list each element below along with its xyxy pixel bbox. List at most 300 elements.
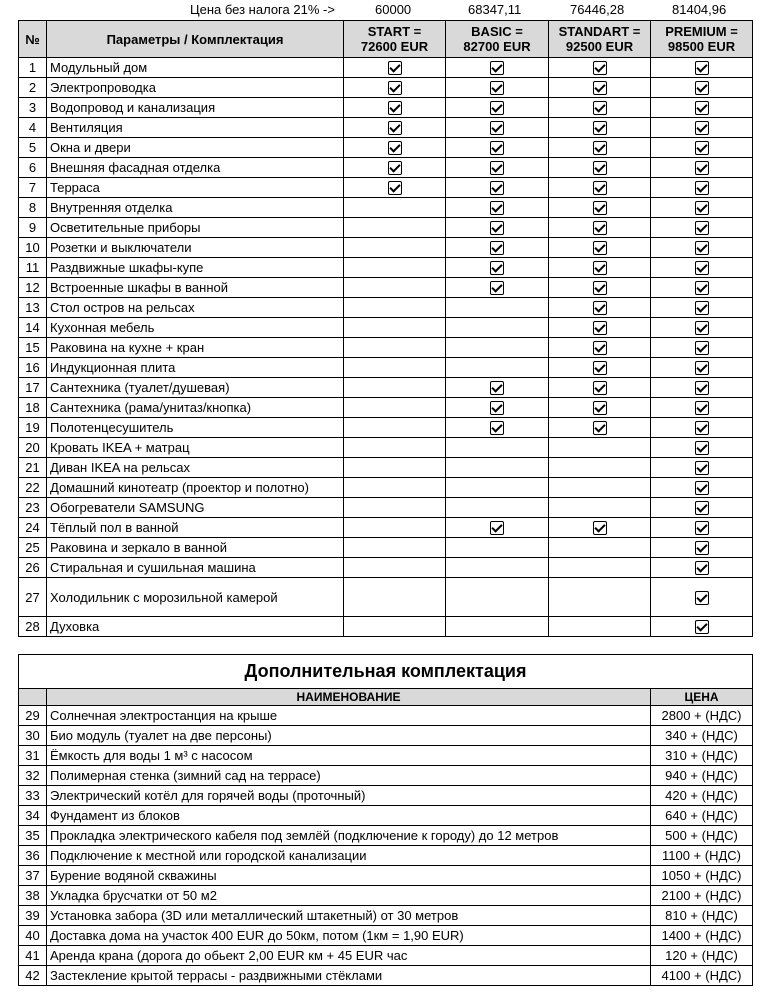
table-row: [19, 58, 753, 78]
cell-basic: [446, 158, 549, 178]
cell-start: [344, 498, 446, 518]
table-row: [19, 318, 753, 338]
table-row: [19, 518, 753, 538]
checkbox-checked-icon[interactable]: [695, 481, 709, 495]
cell-premium: [651, 617, 753, 637]
row-number: 7: [19, 178, 47, 198]
extra-row-name: Фундамент из блоков: [47, 806, 651, 826]
row-parameter-name: Стиральная и сушильная машина: [47, 558, 344, 578]
extra-num-header: [19, 689, 47, 706]
checkbox-checked-icon[interactable]: [695, 521, 709, 535]
table-row: [19, 786, 753, 806]
checkbox-checked-icon[interactable]: [593, 341, 607, 355]
cell-premium: [651, 118, 753, 138]
cell-start: [344, 458, 446, 478]
checkbox-checked-icon[interactable]: [490, 161, 504, 175]
checkbox-checked-icon[interactable]: [388, 101, 402, 115]
extra-options-body: [19, 655, 753, 986]
checkbox-checked-icon[interactable]: [490, 221, 504, 235]
checkbox-checked-icon[interactable]: [388, 121, 402, 135]
row-parameter-name: Вентиляция: [47, 118, 344, 138]
row-parameter-name: Домашний кинотеатр (проектор и полотно): [47, 478, 344, 498]
extra-row-price: 640 + (НДС): [651, 806, 753, 826]
cell-standart: [549, 218, 651, 238]
checkbox-checked-icon[interactable]: [388, 61, 402, 75]
cell-standart: [549, 358, 651, 378]
table-row: [19, 98, 753, 118]
cell-start: [344, 398, 446, 418]
checkbox-checked-icon[interactable]: [593, 201, 607, 215]
cell-standart: [549, 518, 651, 538]
row-parameter-name: Холодильник с морозильной камерой: [47, 578, 344, 617]
cell-standart: [549, 538, 651, 558]
cell-basic: [446, 518, 549, 538]
extra-row-price: 420 + (НДС): [651, 786, 753, 806]
cell-basic: [446, 418, 549, 438]
start-header-name: START =: [367, 24, 422, 39]
extra-row-name: Прокладка электрического кабеля под землёй (подключение к городу) до 12 метров: [47, 826, 651, 846]
extra-row-name: Био модуль (туалет на две персоны): [47, 726, 651, 746]
row-number: 5: [19, 138, 47, 158]
checkbox-checked-icon[interactable]: [490, 181, 504, 195]
checkbox-checked-icon[interactable]: [490, 401, 504, 415]
cell-premium: [651, 578, 753, 617]
checkbox-checked-icon[interactable]: [593, 401, 607, 415]
checkbox-checked-icon[interactable]: [490, 281, 504, 295]
row-number: 17: [19, 378, 47, 398]
configuration-table-body: [19, 58, 753, 637]
cell-basic: [446, 118, 549, 138]
table-row: [19, 806, 753, 826]
cell-basic: [446, 438, 549, 458]
checkbox-checked-icon[interactable]: [490, 241, 504, 255]
checkbox-checked-icon[interactable]: [695, 101, 709, 115]
cell-premium: [651, 258, 753, 278]
checkbox-checked-icon[interactable]: [695, 421, 709, 435]
cell-premium: [651, 218, 753, 238]
checkbox-checked-icon[interactable]: [695, 381, 709, 395]
table-row: [19, 906, 753, 926]
extra-row-price: 310 + (НДС): [651, 746, 753, 766]
cell-basic: [446, 478, 549, 498]
row-number: 21: [19, 458, 47, 478]
table-row: [19, 946, 753, 966]
table-row: [19, 258, 753, 278]
row-number: 10: [19, 238, 47, 258]
net-price-premium: 81404,96: [672, 2, 727, 17]
table-row: [19, 578, 753, 617]
cell-standart: [549, 158, 651, 178]
table-row: [19, 846, 753, 866]
checkbox-checked-icon[interactable]: [593, 241, 607, 255]
cell-start: [344, 238, 446, 258]
cell-premium: [651, 338, 753, 358]
cell-basic: [446, 358, 549, 378]
cell-premium: [651, 278, 753, 298]
row-parameter-name: Электропроводка: [47, 78, 344, 98]
checkbox-checked-icon[interactable]: [695, 361, 709, 375]
basic-header-name: BASIC =: [471, 24, 523, 39]
extra-row-number: 32: [19, 766, 47, 786]
checkbox-checked-icon[interactable]: [695, 81, 709, 95]
cell-start: [344, 278, 446, 298]
checkbox-checked-icon[interactable]: [593, 261, 607, 275]
cell-premium: [651, 358, 753, 378]
checkbox-checked-icon[interactable]: [695, 561, 709, 575]
cell-start: [344, 298, 446, 318]
table-row: [19, 966, 753, 986]
cell-standart: [549, 138, 651, 158]
table-row: [19, 746, 753, 766]
cell-start: [344, 518, 446, 538]
row-number: 8: [19, 198, 47, 218]
row-number: 6: [19, 158, 47, 178]
checkbox-checked-icon[interactable]: [593, 181, 607, 195]
checkbox-checked-icon[interactable]: [695, 161, 709, 175]
row-number: 14: [19, 318, 47, 338]
extra-row-number: 29: [19, 706, 47, 726]
checkbox-checked-icon[interactable]: [490, 381, 504, 395]
extra-row-number: 31: [19, 746, 47, 766]
checkbox-checked-icon[interactable]: [388, 161, 402, 175]
row-parameter-name: Диван IKEA на рельсах: [47, 458, 344, 478]
start-header-price: 72600 EUR: [360, 39, 429, 54]
cell-start: [344, 158, 446, 178]
checkbox-checked-icon[interactable]: [695, 141, 709, 155]
extra-row-number: 33: [19, 786, 47, 806]
cell-premium: [651, 478, 753, 498]
col-start-header: [344, 21, 446, 58]
row-parameter-name: Водопровод и канализация: [47, 98, 344, 118]
col-basic-header: [446, 21, 549, 58]
net-price-basic: 68347,11: [468, 2, 522, 17]
row-parameter-name: Кровать IKEA + матрац: [47, 438, 344, 458]
checkbox-checked-icon[interactable]: [490, 101, 504, 115]
row-parameter-name: Тёплый пол в ванной: [47, 518, 344, 538]
extra-options-table: [18, 654, 753, 986]
table-row: [19, 886, 753, 906]
checkbox-checked-icon[interactable]: [695, 261, 709, 275]
cell-start: [344, 118, 446, 138]
checkbox-checked-icon[interactable]: [695, 181, 709, 195]
checkbox-checked-icon[interactable]: [593, 101, 607, 115]
row-number: 15: [19, 338, 47, 358]
extra-row-price: 500 + (НДС): [651, 826, 753, 846]
table-row: [19, 198, 753, 218]
cell-premium: [651, 98, 753, 118]
cell-standart: [549, 318, 651, 338]
cell-start: [344, 617, 446, 637]
row-parameter-name: Раздвижные шкафы-купе: [47, 258, 344, 278]
cell-standart: [549, 98, 651, 118]
cell-premium: [651, 398, 753, 418]
cell-basic: [446, 138, 549, 158]
cell-basic: [446, 378, 549, 398]
checkbox-checked-icon[interactable]: [388, 181, 402, 195]
row-parameter-name: Стол остров на рельсах: [47, 298, 344, 318]
checkbox-checked-icon[interactable]: [593, 521, 607, 535]
row-number: 20: [19, 438, 47, 458]
table-row: [19, 418, 753, 438]
table-row: [19, 458, 753, 478]
table-row: [19, 538, 753, 558]
checkbox-checked-icon[interactable]: [593, 161, 607, 175]
extra-title-row: [19, 655, 753, 689]
extra-name-header: НАИМЕНОВАНИЕ: [47, 689, 651, 706]
cell-basic: [446, 318, 549, 338]
table-row: [19, 438, 753, 458]
cell-start: [344, 138, 446, 158]
checkbox-checked-icon[interactable]: [490, 421, 504, 435]
col-params-header: Параметры / Комплектация: [47, 21, 344, 58]
checkbox-checked-icon[interactable]: [695, 301, 709, 315]
extra-row-name: Застекление крытой террасы - раздвижными стёклами: [47, 966, 651, 986]
checkbox-checked-icon[interactable]: [695, 61, 709, 75]
checkbox-checked-icon[interactable]: [593, 121, 607, 135]
checkbox-checked-icon[interactable]: [593, 141, 607, 155]
row-number: 12: [19, 278, 47, 298]
cell-premium: [651, 558, 753, 578]
row-number: 27: [19, 578, 47, 617]
cell-standart: [549, 558, 651, 578]
table-row: [19, 78, 753, 98]
extra-row-name: Укладка брусчатки от 50 м2: [47, 886, 651, 906]
row-parameter-name: Духовка: [47, 617, 344, 637]
cell-standart: [549, 178, 651, 198]
checkbox-checked-icon[interactable]: [593, 81, 607, 95]
row-parameter-name: Сантехника (рама/унитаз/кнопка): [47, 398, 344, 418]
cell-standart: [549, 438, 651, 458]
extra-row-number: 30: [19, 726, 47, 746]
checkbox-checked-icon[interactable]: [695, 341, 709, 355]
row-number: 19: [19, 418, 47, 438]
premium-header-name: PREMIUM =: [665, 24, 738, 39]
table-row: [19, 338, 753, 358]
row-number: 3: [19, 98, 47, 118]
extra-row-name: Подключение к местной или городской канализации: [47, 846, 651, 866]
checkbox-checked-icon[interactable]: [490, 521, 504, 535]
cell-standart: [549, 617, 651, 637]
cell-start: [344, 78, 446, 98]
cell-standart: [549, 478, 651, 498]
extra-row-price: 2800 + (НДС): [651, 706, 753, 726]
cell-standart: [549, 78, 651, 98]
cell-standart: [549, 578, 651, 617]
cell-premium: [651, 498, 753, 518]
checkbox-checked-icon[interactable]: [593, 361, 607, 375]
checkbox-checked-icon[interactable]: [695, 591, 709, 605]
checkbox-checked-icon[interactable]: [593, 61, 607, 75]
checkbox-checked-icon[interactable]: [695, 461, 709, 475]
cell-start: [344, 258, 446, 278]
basic-header-price: 82700 EUR: [463, 39, 531, 54]
premium-header-price: 98500 EUR: [667, 39, 736, 54]
checkbox-checked-icon[interactable]: [490, 81, 504, 95]
row-parameter-name: Сантехника (туалет/душевая): [47, 378, 344, 398]
cell-premium: [651, 518, 753, 538]
checkbox-checked-icon[interactable]: [695, 281, 709, 295]
cell-premium: [651, 298, 753, 318]
extra-row-name: Солнечная электростанция на крыше: [47, 706, 651, 726]
checkbox-checked-icon[interactable]: [490, 141, 504, 155]
checkbox-checked-icon[interactable]: [490, 261, 504, 275]
checkbox-checked-icon[interactable]: [388, 81, 402, 95]
cell-start: [344, 318, 446, 338]
table-row: [19, 358, 753, 378]
extra-options-title: Дополнительная комплектация: [19, 655, 753, 689]
row-number: 26: [19, 558, 47, 578]
table-row: [19, 378, 753, 398]
cell-standart: [549, 238, 651, 258]
row-parameter-name: Кухонная мебель: [47, 318, 344, 338]
cell-standart: [549, 198, 651, 218]
cell-basic: [446, 398, 549, 418]
extra-row-price: 120 + (НДС): [651, 946, 753, 966]
row-parameter-name: Розетки и выключатели: [47, 238, 344, 258]
cell-basic: [446, 58, 549, 78]
checkbox-checked-icon[interactable]: [695, 541, 709, 555]
table-row: [19, 118, 753, 138]
checkbox-checked-icon[interactable]: [695, 321, 709, 335]
extra-row-price: 810 + (НДС): [651, 906, 753, 926]
row-parameter-name: Полотенцесушитель: [47, 418, 344, 438]
row-number: 24: [19, 518, 47, 538]
net-price-standart: 76446,28: [570, 2, 625, 17]
cell-basic: [446, 98, 549, 118]
row-number: 13: [19, 298, 47, 318]
extra-row-price: 940 + (НДС): [651, 766, 753, 786]
row-number: 22: [19, 478, 47, 498]
table-row: [19, 158, 753, 178]
checkbox-checked-icon[interactable]: [695, 221, 709, 235]
checkbox-checked-icon[interactable]: [695, 441, 709, 455]
table-row: [19, 138, 753, 158]
checkbox-checked-icon[interactable]: [490, 121, 504, 135]
checkbox-checked-icon[interactable]: [695, 401, 709, 415]
cell-start: [344, 558, 446, 578]
row-number: 2: [19, 78, 47, 98]
checkbox-checked-icon[interactable]: [593, 221, 607, 235]
table-row: [19, 926, 753, 946]
cell-premium: [651, 238, 753, 258]
cell-basic: [446, 218, 549, 238]
extra-row-number: 34: [19, 806, 47, 826]
checkbox-checked-icon[interactable]: [593, 301, 607, 315]
cell-basic: [446, 617, 549, 637]
row-parameter-name: Раковина и зеркало в ванной: [47, 538, 344, 558]
cell-standart: [549, 458, 651, 478]
row-parameter-name: Раковина на кухне + кран: [47, 338, 344, 358]
row-parameter-name: Обогреватели SAMSUNG: [47, 498, 344, 518]
table-row: [19, 178, 753, 198]
row-parameter-name: Внешняя фасадная отделка: [47, 158, 344, 178]
row-number: 9: [19, 218, 47, 238]
cell-start: [344, 98, 446, 118]
standart-header-name: STANDART =: [558, 24, 641, 39]
extra-row-number: 39: [19, 906, 47, 926]
row-parameter-name: Встроенные шкафы в ванной: [47, 278, 344, 298]
cell-start: [344, 58, 446, 78]
row-parameter-name: Индукционная плита: [47, 358, 344, 378]
extra-price-header: ЦЕНА: [651, 689, 753, 706]
col-standart-header: [549, 21, 651, 58]
table-row: [19, 766, 753, 786]
extra-row-name: Доставка дома на участок 400 EUR до 50км, потом (1км = 1,90 EUR): [47, 926, 651, 946]
extra-row-number: 36: [19, 846, 47, 866]
row-parameter-name: Терраса: [47, 178, 344, 198]
checkbox-checked-icon[interactable]: [593, 381, 607, 395]
row-number: 23: [19, 498, 47, 518]
checkbox-checked-icon[interactable]: [695, 121, 709, 135]
col-premium-header: [651, 21, 753, 58]
cell-standart: [549, 378, 651, 398]
extra-row-number: 35: [19, 826, 47, 846]
row-number: 16: [19, 358, 47, 378]
cell-start: [344, 378, 446, 398]
cell-premium: [651, 138, 753, 158]
checkbox-checked-icon[interactable]: [593, 281, 607, 295]
table-row: [19, 278, 753, 298]
cell-standart: [549, 278, 651, 298]
cell-basic: [446, 458, 549, 478]
cell-basic: [446, 338, 549, 358]
net-price-row: [0, 0, 773, 18]
table-row: [19, 238, 753, 258]
extra-row-number: 38: [19, 886, 47, 906]
extra-row-number: 41: [19, 946, 47, 966]
cell-premium: [651, 198, 753, 218]
extra-row-price: 4100 + (НДС): [651, 966, 753, 986]
table-row: [19, 617, 753, 637]
checkbox-checked-icon[interactable]: [388, 141, 402, 155]
cell-standart: [549, 498, 651, 518]
table-row: [19, 298, 753, 318]
cell-basic: [446, 78, 549, 98]
row-number: 25: [19, 538, 47, 558]
checkbox-checked-icon[interactable]: [593, 321, 607, 335]
checkbox-checked-icon[interactable]: [490, 201, 504, 215]
cell-start: [344, 418, 446, 438]
cell-premium: [651, 78, 753, 98]
extra-row-price: 340 + (НДС): [651, 726, 753, 746]
row-parameter-name: Окна и двери: [47, 138, 344, 158]
checkbox-checked-icon[interactable]: [695, 501, 709, 515]
cell-standart: [549, 338, 651, 358]
extra-row-number: 37: [19, 866, 47, 886]
cell-standart: [549, 418, 651, 438]
cell-standart: [549, 398, 651, 418]
checkbox-checked-icon[interactable]: [490, 61, 504, 75]
cell-premium: [651, 178, 753, 198]
table-row: [19, 826, 753, 846]
cell-standart: [549, 258, 651, 278]
checkbox-checked-icon[interactable]: [593, 421, 607, 435]
checkbox-checked-icon[interactable]: [695, 620, 709, 634]
checkbox-checked-icon[interactable]: [695, 241, 709, 255]
checkbox-checked-icon[interactable]: [695, 201, 709, 215]
table-row: [19, 706, 753, 726]
standart-header-price: 92500 EUR: [565, 39, 634, 54]
row-number: 18: [19, 398, 47, 418]
cell-premium: [651, 538, 753, 558]
cell-start: [344, 198, 446, 218]
net-price-label: Цена без налога 21% ->: [190, 2, 335, 17]
extra-row-name: Ёмкость для воды 1 м³ с насосом: [47, 746, 651, 766]
cell-premium: [651, 58, 753, 78]
cell-start: [344, 178, 446, 198]
cell-basic: [446, 538, 549, 558]
configuration-table: [18, 20, 753, 637]
